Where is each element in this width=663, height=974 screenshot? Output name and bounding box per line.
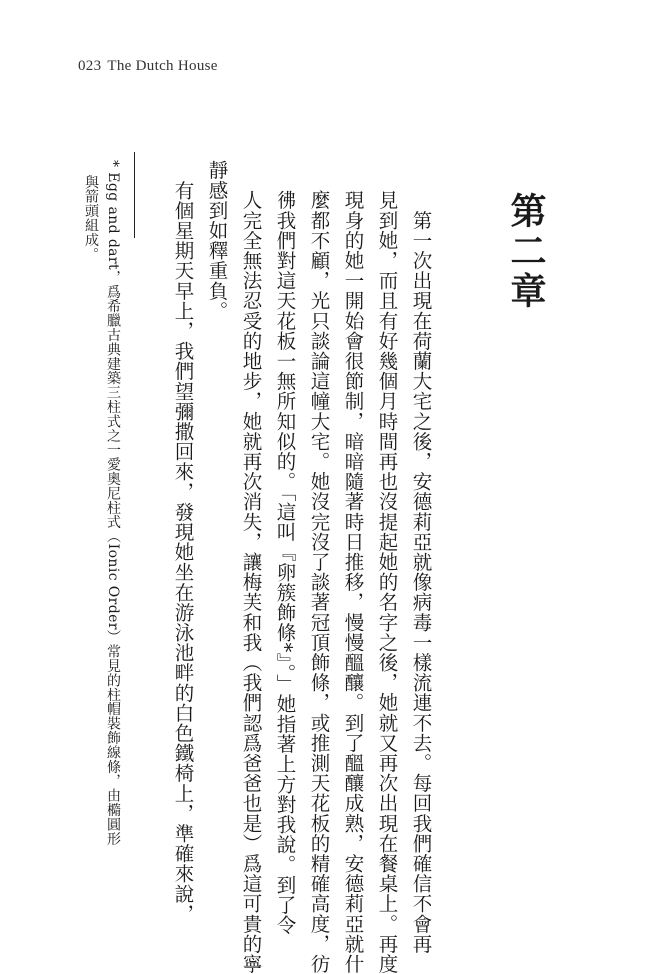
body-line-1: 第一次出現在荷蘭大宅之後，安德莉亞就像病毒一樣流連不去。每回我們確信不會再 — [409, 190, 433, 954]
running-title: The Dutch House — [107, 58, 218, 74]
chapter-title: 第二章 — [505, 192, 547, 312]
body-line-6: 人完全無法忍受的地步，她就再次消失，讓梅芙和我（我們認爲爸爸也是）爲這可貴的寧 — [239, 190, 263, 974]
body-line-2: 見到她，而且有好幾個月時間再也沒提起她的名字之後，她就又再次出現在餐桌上。再度 — [375, 190, 399, 974]
footnote-line-1: * Egg and dart，爲希臘古典建築三柱式之一愛奧尼柱式（Ionic Order）常見的柱帽裝飾線條，由橢圓形 — [105, 160, 121, 846]
footnote-line-2: 與箭頭組成。 — [83, 175, 99, 262]
body-line-7: 靜感到如釋重負。 — [205, 160, 229, 321]
page-number: 023 — [78, 58, 102, 74]
footnote-rule — [134, 152, 135, 238]
body-line-4: 麼都不顧，光只談論這幢大宅。她沒完沒了談著冠頂飾條，或推測天花板的精確高度，彷 — [307, 190, 331, 974]
body-line-3: 現身的她一開始會很節制，暗暗隨著時日推移，慢慢醞釀。到了醞釀成熟，安德莉亞就什 — [341, 190, 365, 974]
body-line-8: 有個星期天早上，我們望彌撒回來，發現她坐在游泳池畔的白色鐵椅上，準確來說， — [171, 160, 195, 924]
running-header — [78, 58, 218, 75]
body-line-5: 彿我們對這天花板一無所知似的。「這叫『卵簇飾條*』。」她指著上方對我說。到了令 — [273, 190, 297, 935]
